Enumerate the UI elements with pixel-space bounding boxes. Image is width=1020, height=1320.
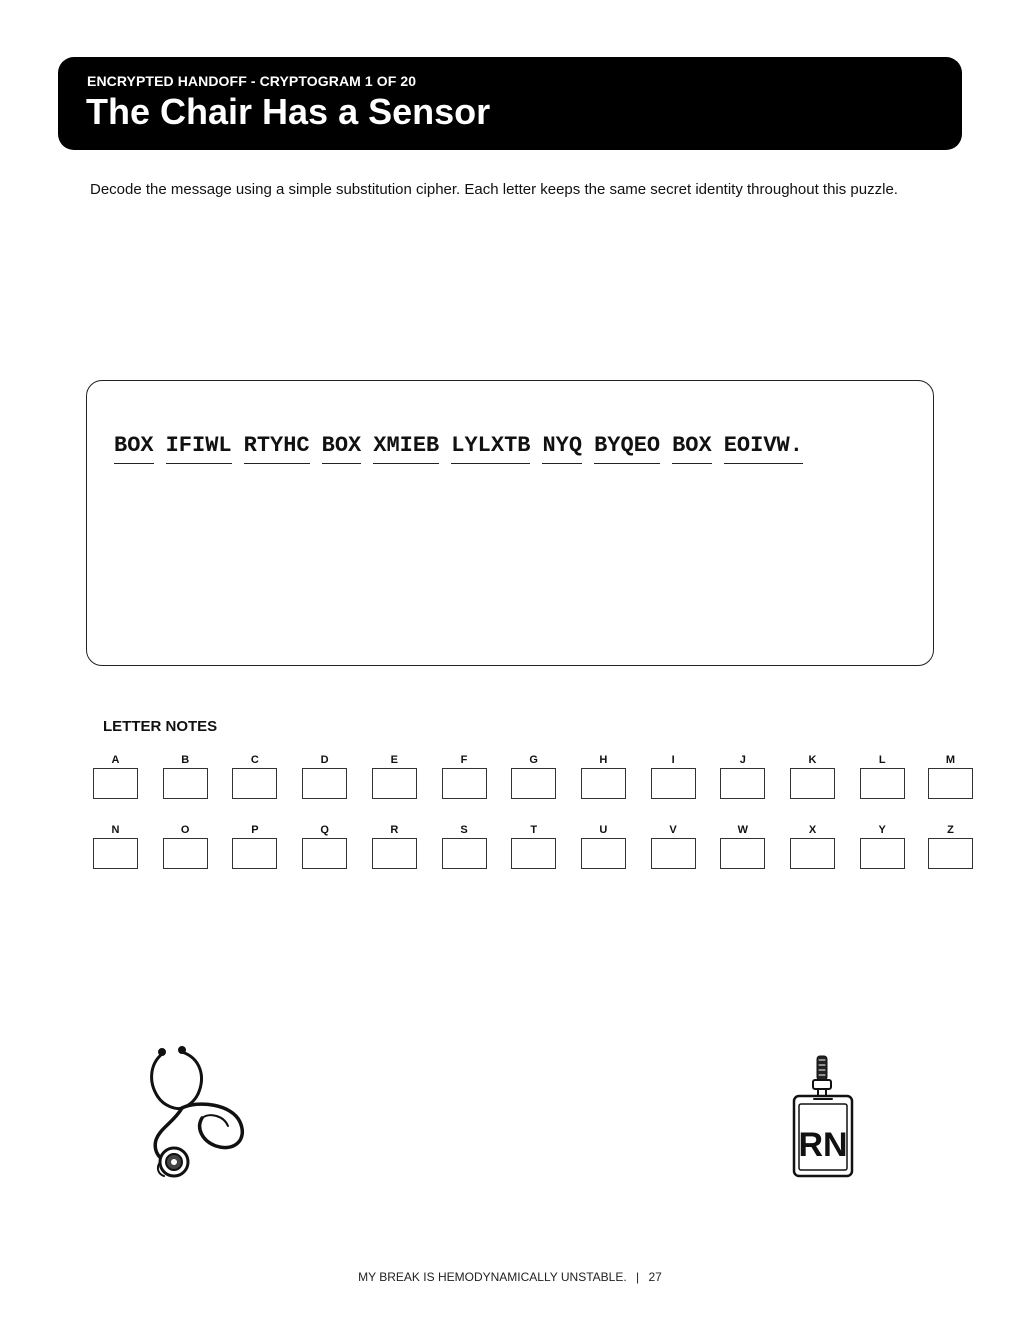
letter-label: P	[251, 824, 259, 836]
letter-note-cell	[790, 752, 835, 799]
letter-label: V	[669, 824, 677, 836]
letter-answer-box[interactable]	[860, 768, 905, 799]
letter-note-cell	[651, 822, 696, 869]
letter-answer-box[interactable]	[372, 838, 417, 869]
letter-label: H	[599, 754, 608, 766]
letter-notes-row-2	[93, 822, 973, 872]
letter-answer-box[interactable]	[928, 768, 973, 799]
cipher-word: NYQ	[542, 431, 582, 464]
cipher-word: BOX	[114, 431, 154, 464]
page-footer	[0, 1270, 1020, 1284]
cipher-word: EOIVW.	[724, 431, 803, 464]
letter-note-cell	[163, 752, 208, 799]
letter-answer-box[interactable]	[581, 838, 626, 869]
letter-answer-box[interactable]	[372, 768, 417, 799]
id-badge-icon	[788, 1052, 858, 1182]
letter-note-cell	[442, 752, 487, 799]
letter-answer-box[interactable]	[232, 838, 277, 869]
letter-label: F	[460, 754, 468, 766]
letter-note-cell	[372, 822, 417, 869]
letter-answer-box[interactable]	[720, 768, 765, 799]
cipher-panel	[86, 380, 934, 666]
cipher-word: RTYHC	[244, 431, 310, 464]
page-number: 27	[648, 1270, 662, 1284]
header-kicker: ENCRYPTED HANDOFF - CRYPTOGRAM 1 OF 20	[87, 73, 417, 89]
letter-label: W	[737, 824, 748, 836]
letter-label: X	[808, 824, 817, 836]
letter-note-cell	[232, 752, 277, 799]
letter-answer-box[interactable]	[651, 838, 696, 869]
letter-note-cell	[860, 752, 905, 799]
letter-notes-row-1	[93, 752, 973, 802]
cipher-word: BYQEO	[594, 431, 660, 464]
letter-answer-box[interactable]	[93, 838, 138, 869]
letter-answer-box[interactable]	[651, 768, 696, 799]
letter-note-cell	[928, 822, 973, 869]
letter-note-cell	[720, 822, 765, 869]
instructions-text: Decode the message using a simple substitution cipher. Each letter keeps the same secret identity throughout this puzzle.	[90, 181, 898, 198]
letter-note-cell	[302, 822, 347, 869]
letter-label: T	[530, 824, 538, 836]
letter-label: J	[739, 754, 746, 766]
letter-note-cell	[93, 752, 138, 799]
page-title: The Chair Has a Sensor	[86, 91, 491, 132]
letter-label: S	[460, 824, 468, 836]
letter-answer-box[interactable]	[302, 838, 347, 869]
cipher-word: XMIEB	[373, 431, 439, 464]
letter-label: E	[390, 754, 398, 766]
letter-answer-box[interactable]	[860, 838, 905, 869]
letter-note-cell	[302, 752, 347, 799]
letter-label: D	[320, 754, 329, 766]
footer-tagline: MY BREAK IS HEMODYNAMICALLY UNSTABLE.	[358, 1270, 627, 1284]
letter-answer-box[interactable]	[511, 838, 556, 869]
badge-label: RN	[798, 1126, 848, 1164]
cipher-line	[114, 431, 803, 464]
letter-label: U	[599, 824, 608, 836]
letter-note-cell	[928, 752, 973, 799]
cipher-word: IFIWL	[166, 431, 232, 464]
letter-note-cell	[442, 822, 487, 869]
letter-label: M	[945, 754, 956, 766]
letter-label: B	[181, 754, 190, 766]
letter-answer-box[interactable]	[581, 768, 626, 799]
letter-answer-box[interactable]	[442, 768, 487, 799]
letter-answer-box[interactable]	[790, 768, 835, 799]
letter-note-cell	[860, 822, 905, 869]
header-banner	[58, 57, 962, 150]
cipher-word: BOX	[322, 431, 362, 464]
letter-label: O	[180, 824, 190, 836]
letter-answer-box[interactable]	[790, 838, 835, 869]
letter-note-cell	[720, 752, 765, 799]
letter-answer-box[interactable]	[302, 768, 347, 799]
letter-notes-title: LETTER NOTES	[103, 718, 218, 735]
footer-separator: |	[636, 1270, 640, 1284]
letter-answer-box[interactable]	[442, 838, 487, 869]
cipher-word: BOX	[672, 431, 712, 464]
letter-answer-box[interactable]	[720, 838, 765, 869]
letter-note-cell	[511, 752, 556, 799]
letter-note-cell	[581, 752, 626, 799]
letter-answer-box[interactable]	[163, 838, 208, 869]
cipher-word: LYLXTB	[451, 431, 530, 464]
letter-answer-box[interactable]	[511, 768, 556, 799]
letter-note-cell	[372, 752, 417, 799]
letter-note-cell	[232, 822, 277, 869]
letter-note-cell	[163, 822, 208, 869]
letter-label: K	[808, 754, 817, 766]
letter-label: Y	[878, 824, 886, 836]
letter-note-cell	[651, 752, 696, 799]
letter-label: R	[390, 824, 399, 836]
letter-answer-box[interactable]	[928, 838, 973, 869]
letter-label: N	[111, 824, 120, 836]
letter-label: L	[878, 754, 886, 766]
letter-answer-box[interactable]	[163, 768, 208, 799]
letter-note-cell	[581, 822, 626, 869]
letter-label: G	[529, 754, 538, 766]
letter-label: I	[671, 754, 675, 766]
letter-label: A	[111, 754, 120, 766]
letter-answer-box[interactable]	[93, 768, 138, 799]
letter-label: C	[250, 754, 259, 766]
stethoscope-icon	[140, 1042, 250, 1180]
letter-label: Q	[320, 824, 329, 836]
letter-label: Z	[947, 824, 954, 836]
letter-answer-box[interactable]	[232, 768, 277, 799]
letter-note-cell	[790, 822, 835, 869]
letter-note-cell	[511, 822, 556, 869]
letter-note-cell	[93, 822, 138, 869]
